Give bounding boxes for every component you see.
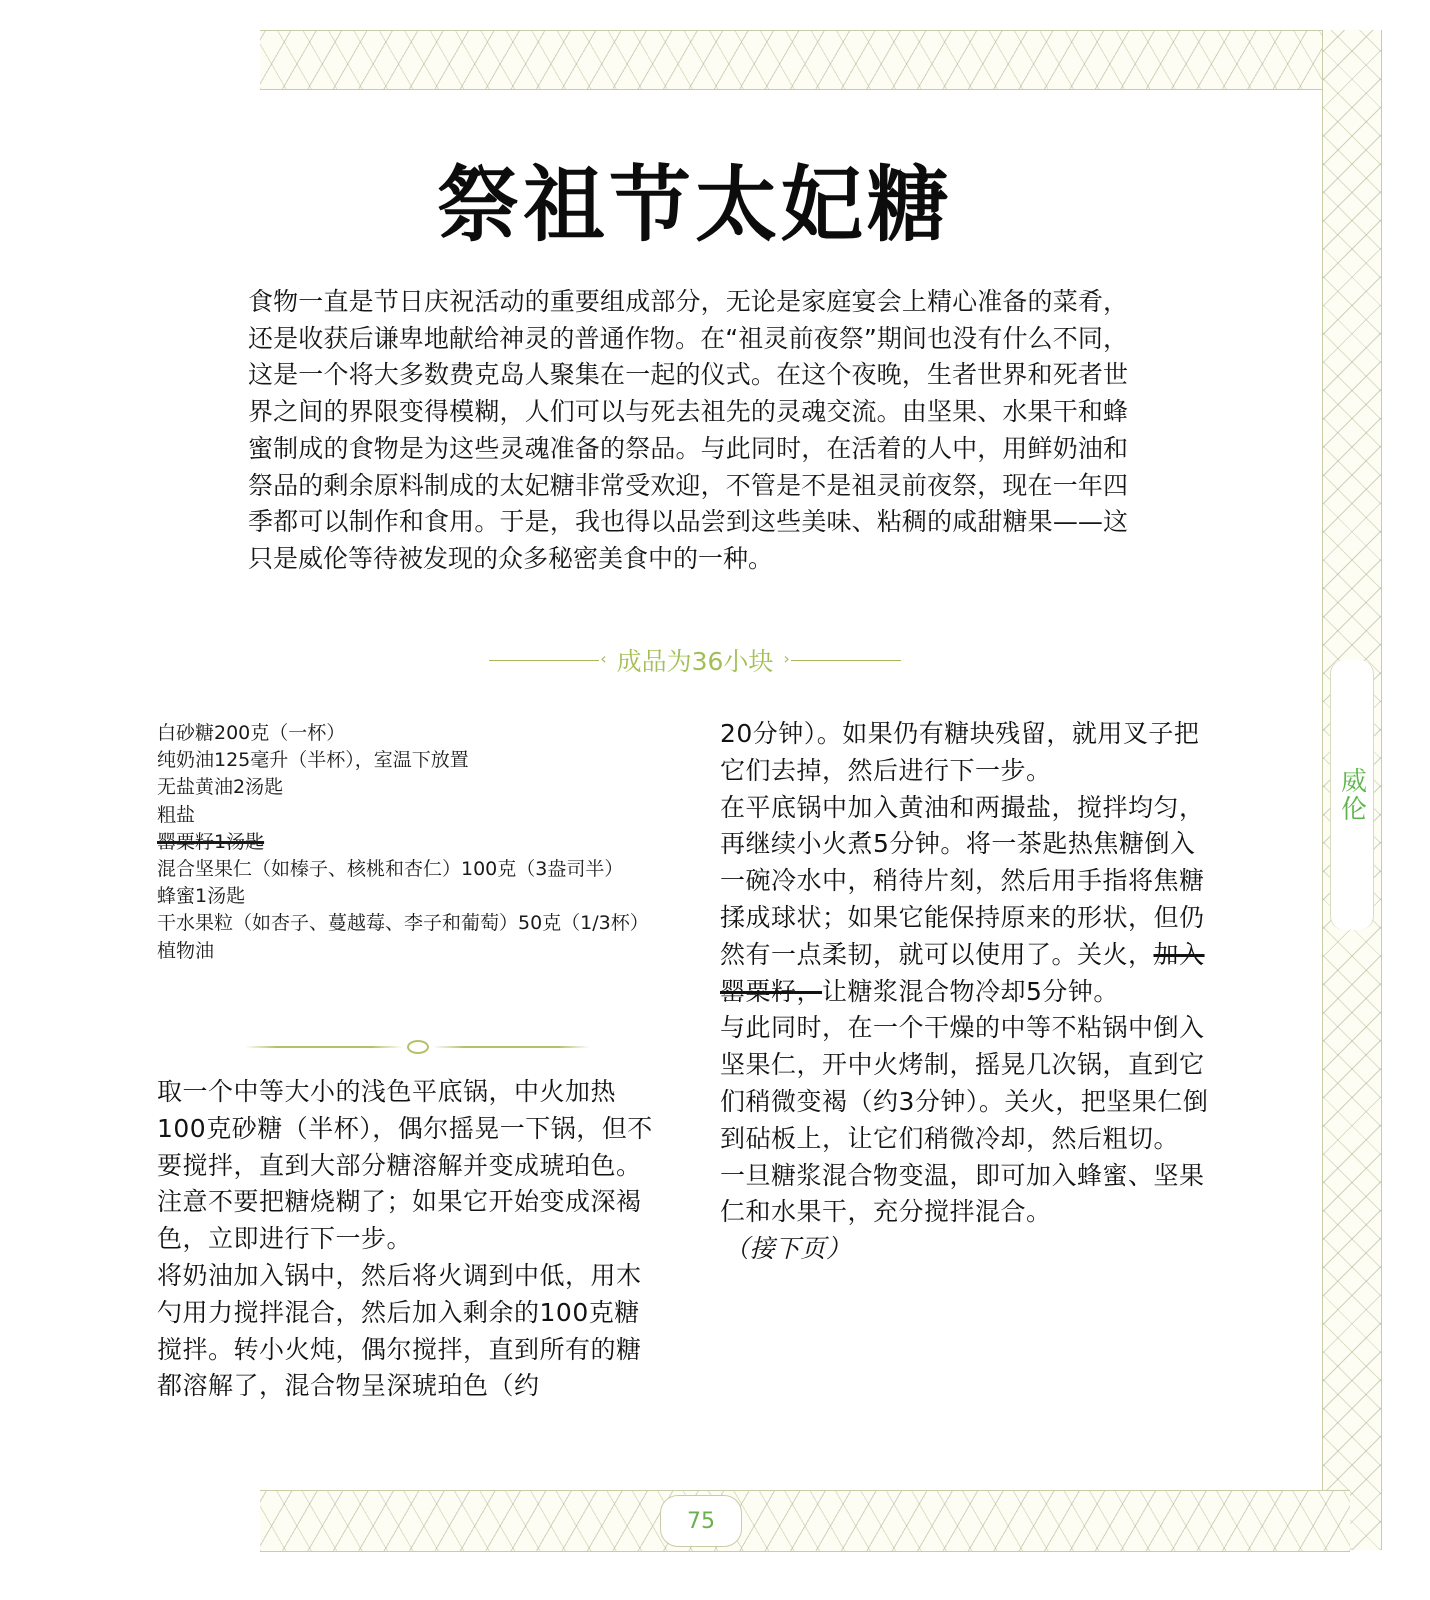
ingredient-item-struck: 罂粟籽1汤匙 <box>157 830 265 853</box>
method-step: 取一个中等大小的浅色平底锅，中火加热100克砂糖（半杯），偶尔摇晃一下锅，但不要搅拌，直到大部分糖溶解并变成琥珀色。注意不要把糖烧糊了；如果它开始变成深褐色，立即进行下一步。 <box>157 1077 653 1254</box>
ornament-rule-right <box>791 660 901 661</box>
ingredient-item: 无盐黄油2汤匙 <box>157 776 284 799</box>
method-column-right <box>720 716 1220 1268</box>
ornament-gem-icon <box>407 1040 429 1054</box>
ingredient-item: 植物油 <box>157 939 215 962</box>
yield-text: 成品为36小块 <box>616 647 774 676</box>
method-step: 将奶油加入锅中，然后将火调到中低，用木勺用力搅拌混合，然后加入剩余的100克糖搅拌。转小火炖，偶尔搅拌，直到所有的糖都溶解了，混合物呈深琥珀色（约 <box>157 1260 642 1401</box>
ingredient-item: 混合坚果仁（如榛子、核桃和杏仁）100克（3盎司半） <box>157 858 624 881</box>
ornament-rule-left <box>489 660 599 661</box>
method-column-left <box>157 1074 657 1405</box>
page-number: 75 <box>687 1508 715 1534</box>
ingredient-list <box>157 720 687 965</box>
ingredient-item: 纯奶油125毫升（半杯），室温下放置 <box>157 749 469 772</box>
page-number-badge <box>660 1495 742 1547</box>
yield-banner <box>455 642 935 678</box>
chapter-side-tab <box>1330 660 1374 930</box>
ingredient-item: 白砂糖200克（一杯） <box>157 722 346 744</box>
decorative-border-bottom <box>260 1490 1350 1552</box>
decorative-border-top <box>260 30 1350 90</box>
method-step: 与此同时，在一个干燥的中等不粘锅中倒入坚果仁，开中火烤制，摇晃几次锅，直到它们稍微变褐（约3分钟）。关火，把坚果仁倒到砧板上，让它们稍微冷却，然后粗切。 <box>720 1013 1209 1153</box>
method-step: 一旦糖浆混合物变温，即可加入蜂蜜、坚果仁和水果干，充分搅拌混合。 <box>720 1160 1205 1227</box>
ingredient-item: 粗盐 <box>157 803 196 826</box>
intro-paragraph: 食物一直是节日庆祝活动的重要组成部分，无论是家庭宴会上精心准备的菜肴，还是收获后谦卑地献给神灵的普通作物。在“祖灵前夜祭”期间也没有什么不同，这是一个将大多数费克岛人聚集在一起的仪式。在这个夜晚，生者世界和死者世界之间的界限变得模糊，人们可以与死去祖先的灵魂交流。由坚果、水果干和蜂蜜制成的食物是为这些灵魂准备的祭品。与此同时，在活着的人中，用鲜奶油和祭品的剩余原料制成的太妃糖非常受欢迎，不管是不是祖灵前夜祭，现在一年四季都可以制作和食用。于是，我也得以品尝到这些美味、粘稠的咸甜糖果——这只是威伦等待被发现的众多秘密美食中的一种。 <box>248 287 1128 573</box>
ornament-divider <box>245 1040 590 1054</box>
recipe-title: 祭祖节太妃糖 <box>436 158 953 253</box>
method-step: 20分钟）。如果仍有糖块残留，就用叉子把它们去掉，然后进行下一步。 <box>720 719 1200 785</box>
method-step: 在平底锅中加入黄油和两撮盐，搅拌均匀，再继续小火煮5分钟。将一茶匙热焦糖倒入一碗冷水中，稍待片刻，然后用手指将焦糖揉成球状；如果它能保持原来的形状，但仍然有一点柔韧，就可以使用了。关火，加入罂粟籽，让糖浆混合物冷却5分钟。 <box>720 792 1205 1006</box>
ingredient-item: 蜂蜜1汤匙 <box>157 885 246 908</box>
chapter-label: 威伦 <box>1336 767 1367 823</box>
continued-note: （接下页） <box>724 1234 852 1264</box>
ingredient-item: 干水果粒（如杏子、蔓越莓、李子和葡萄）50克（1/3杯） <box>157 912 649 935</box>
struck-text: 加入罂粟籽， <box>720 939 1205 1006</box>
